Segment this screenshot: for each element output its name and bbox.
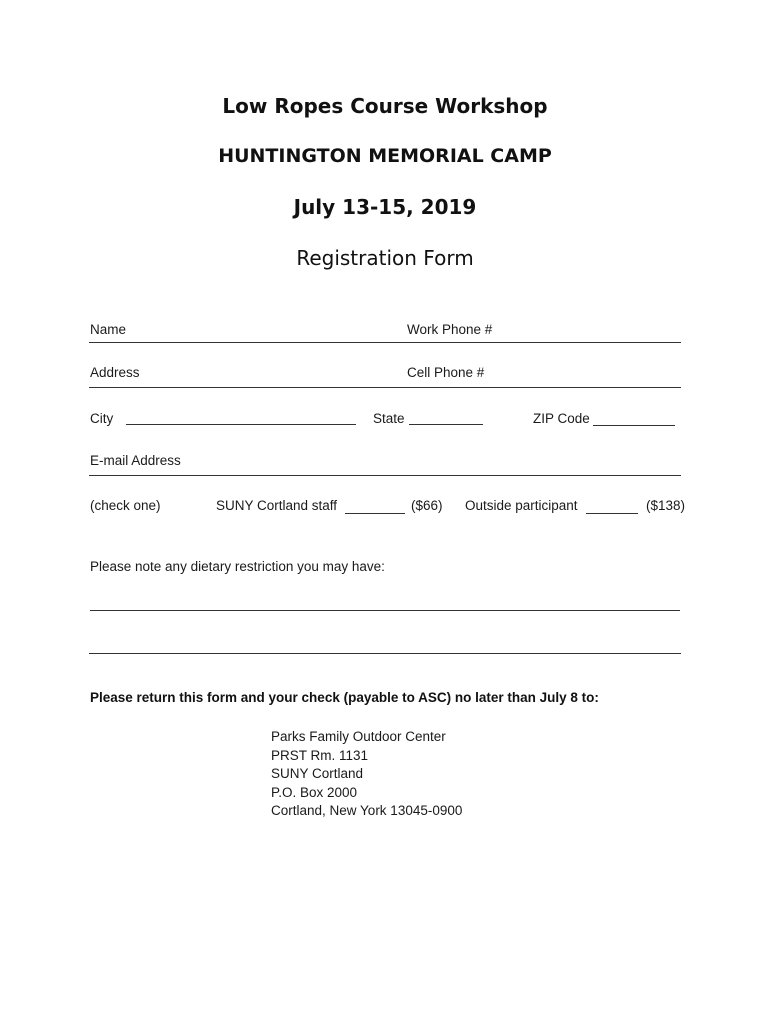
check-one-label: (check one) [90,498,161,513]
form-subtitle: Registration Form [296,246,474,270]
mailing-address [271,728,462,821]
address-cell-phone-field-line[interactable] [89,387,681,388]
dietary-line-1[interactable] [90,610,680,611]
city-field-line[interactable] [126,424,356,425]
return-instructions: Please return this form and your check (payable to ASC) no later than July 8 to: [90,690,599,705]
city-label: City [90,411,114,426]
name-work-phone-field-line[interactable] [89,342,681,343]
suny-staff-label: SUNY Cortland staff [216,498,338,513]
zip-field-line[interactable] [593,425,675,426]
address-line: Parks Family Outdoor Center [271,729,446,744]
name-label: Name [90,322,127,337]
dietary-line-2[interactable] [89,653,681,654]
address-line: Cortland, New York 13045-0900 [271,803,463,819]
work-phone-label: Work Phone # [407,322,493,337]
zip-label: ZIP Code [533,411,590,426]
address-line: P.O. Box 2000 [271,784,358,800]
state-field-line[interactable] [409,424,483,425]
state-label: State [373,411,405,426]
address-label: Address [90,365,140,380]
email-field-line[interactable] [89,475,681,476]
outside-participant-label: Outside participant [465,498,578,513]
event-dates: July 13-15, 2019 [293,195,477,219]
suny-staff-checkbox-line[interactable] [345,513,405,514]
form-title: Low Ropes Course Workshop [222,94,548,118]
dietary-prompt: Please note any dietary restriction you may have: [90,559,385,574]
camp-name: HUNTINGTON MEMORIAL CAMP [218,145,552,167]
address-line: SUNY Cortland [271,766,364,782]
address-line: PRST Rm. 1131 [271,747,369,763]
suny-staff-price: ($66) [411,498,443,513]
outside-participant-checkbox-line[interactable] [586,513,638,514]
cell-phone-label: Cell Phone # [407,365,485,380]
outside-participant-price: ($138) [646,498,686,513]
email-label: E-mail Address [90,453,181,468]
